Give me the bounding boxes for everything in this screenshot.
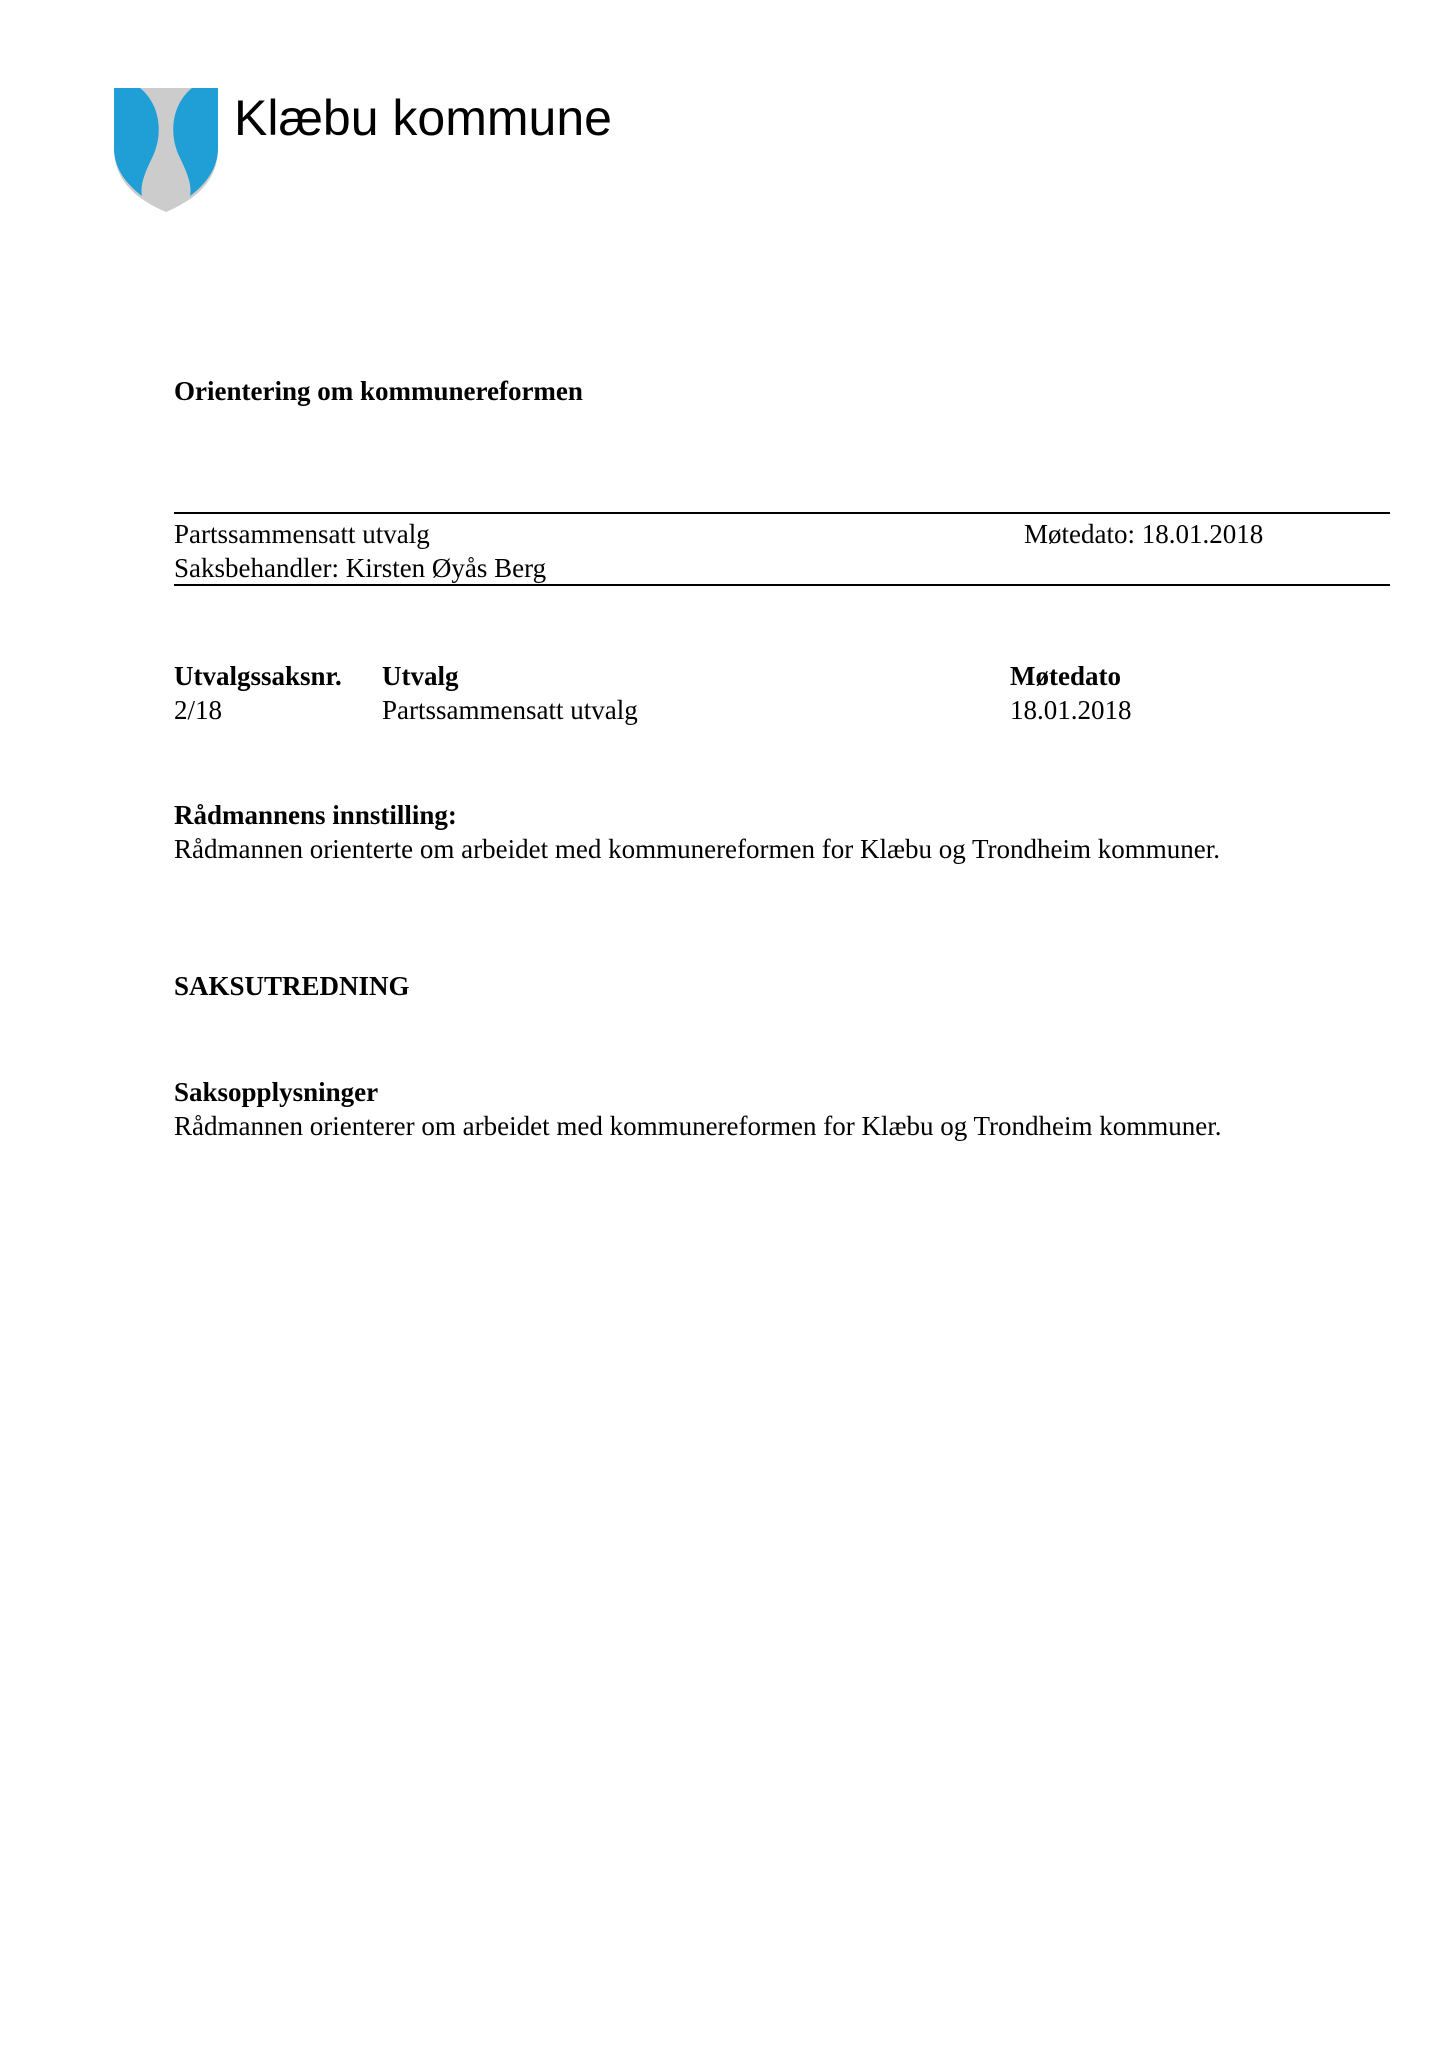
divider-top xyxy=(174,512,1390,514)
divider-bottom xyxy=(174,584,1390,586)
document-title: Orientering om kommunereformen xyxy=(174,376,583,406)
recommendation-heading: Rådmannens innstilling: xyxy=(174,800,457,830)
case-number-header: Utvalgssaksnr. xyxy=(174,661,342,691)
case-handler: Saksbehandler: Kirsten Øyås Berg xyxy=(174,553,547,583)
committee-name: Partssammensatt utvalg xyxy=(174,519,430,549)
saksopplysninger-text: Rådmannen orienterer om arbeidet med kommunereformen for Klæbu og Trondheim kommuner. xyxy=(174,1111,1222,1141)
committee-cell: Partssammensatt utvalg xyxy=(382,695,638,725)
org-name: Klæbu kommune xyxy=(234,90,612,146)
recommendation-text: Rådmannen orienterte om arbeidet med kommunereformen for Klæbu og Trondheim kommuner. xyxy=(174,834,1221,864)
committee-header: Utvalg xyxy=(382,661,459,691)
saksopplysninger-heading: Saksopplysninger xyxy=(174,1077,379,1107)
klaebu-coat-of-arms-icon xyxy=(112,86,220,214)
meeting-date-cell: 18.01.2018 xyxy=(1010,695,1132,725)
saksutredning-heading: SAKSUTREDNING xyxy=(174,971,410,1001)
meeting-date-header: Møtedato xyxy=(1010,661,1121,691)
meeting-date: Møtedato: 18.01.2018 xyxy=(1024,519,1264,549)
case-number-cell: 2/18 xyxy=(174,695,223,725)
